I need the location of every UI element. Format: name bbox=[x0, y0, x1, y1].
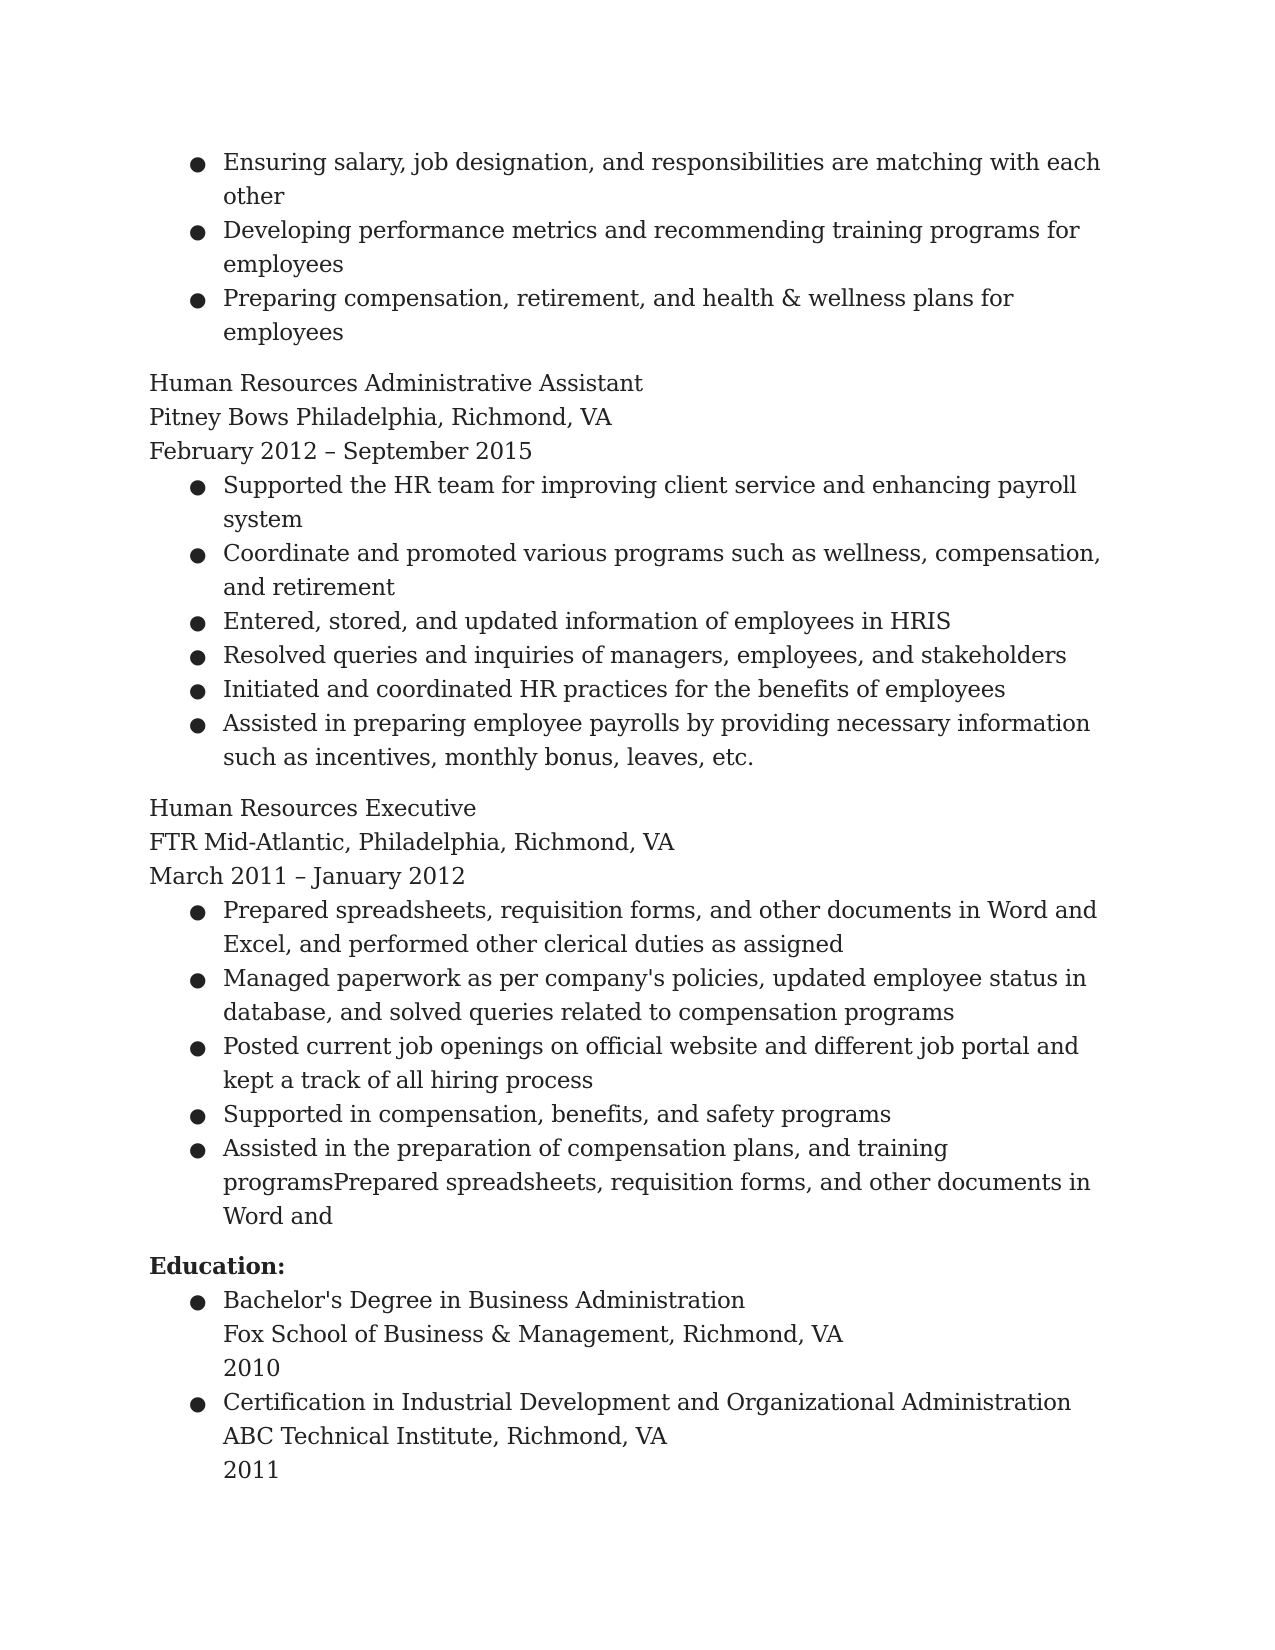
bullet-icon: ● bbox=[189, 1137, 207, 1161]
list-item bbox=[149, 894, 1129, 962]
bullet-icon: ● bbox=[189, 151, 207, 175]
bullet-icon: ● bbox=[189, 967, 207, 991]
job-title: Human Resources Administrative Assistant bbox=[149, 371, 643, 397]
education-degree: Certification in Industrial Development and Organizational Administration bbox=[223, 1390, 1072, 1416]
bullet-text: Entered, stored, and updated information of employees in HRIS bbox=[223, 609, 952, 635]
bullet-text: Resolved queries and inquiries of managers, employees, and stakeholders bbox=[223, 643, 1067, 669]
bullet-text: Supported the HR team for improving client service and enhancing payroll system bbox=[223, 473, 1077, 533]
list-item bbox=[149, 537, 1129, 605]
education-degree: Bachelor's Degree in Business Administration bbox=[223, 1288, 746, 1314]
list-item bbox=[149, 282, 1129, 350]
bullet-icon: ● bbox=[189, 287, 207, 311]
bullet-icon: ● bbox=[189, 219, 207, 243]
bullet-icon: ● bbox=[189, 474, 207, 498]
job-company: Pitney Bows Philadelphia, Richmond, VA bbox=[149, 405, 612, 431]
list-item bbox=[149, 146, 1129, 214]
bullet-text: Assisted in the preparation of compensation plans, and training programsPrepared spreadsheets, requisition forms, and other documents in Word and bbox=[223, 1136, 1091, 1230]
bullet-icon: ● bbox=[189, 542, 207, 566]
bullet-text: Assisted in preparing employee payrolls by providing necessary information such as incentives, monthly bonus, leaves, etc. bbox=[223, 711, 1091, 771]
list-item bbox=[149, 1284, 1129, 1386]
prior-job-bullets bbox=[149, 146, 1129, 350]
job-company: FTR Mid-Atlantic, Philadelphia, Richmond, VA bbox=[149, 830, 675, 856]
bullet-text: Supported in compensation, benefits, and safety programs bbox=[223, 1102, 892, 1128]
list-item bbox=[149, 214, 1129, 282]
bullet-icon: ● bbox=[189, 712, 207, 736]
list-item bbox=[149, 707, 1129, 775]
education-heading: Education: bbox=[149, 1253, 286, 1280]
bullet-icon: ● bbox=[189, 1391, 207, 1415]
job-bullets bbox=[149, 469, 1129, 775]
list-item bbox=[149, 1098, 1129, 1132]
job-dates: February 2012 – September 2015 bbox=[149, 439, 533, 465]
resume-page bbox=[149, 146, 1129, 1488]
list-item bbox=[149, 469, 1129, 537]
job-entry-hr-executive bbox=[149, 792, 1129, 1234]
education-school: ABC Technical Institute, Richmond, VA bbox=[223, 1424, 667, 1450]
bullet-text: Developing performance metrics and recommending training programs for employees bbox=[223, 218, 1080, 278]
list-item bbox=[149, 1386, 1129, 1488]
list-item bbox=[149, 673, 1129, 707]
bullet-icon: ● bbox=[189, 1103, 207, 1127]
bullet-icon: ● bbox=[189, 1035, 207, 1059]
list-item bbox=[149, 1030, 1129, 1098]
list-item bbox=[149, 962, 1129, 1030]
bullet-text: Preparing compensation, retirement, and health & wellness plans for employees bbox=[223, 286, 1014, 346]
education-school: Fox School of Business & Management, Richmond, VA bbox=[223, 1322, 843, 1348]
list-item bbox=[149, 1132, 1129, 1234]
bullet-icon: ● bbox=[189, 899, 207, 923]
education-section bbox=[149, 1250, 1129, 1488]
education-year: 2011 bbox=[223, 1458, 281, 1484]
bullet-icon: ● bbox=[189, 610, 207, 634]
job-bullets bbox=[149, 894, 1129, 1234]
education-list bbox=[149, 1284, 1129, 1488]
job-dates: March 2011 – January 2012 bbox=[149, 864, 466, 890]
job-title: Human Resources Executive bbox=[149, 796, 477, 822]
list-item bbox=[149, 605, 1129, 639]
bullet-text: Prepared spreadsheets, requisition forms, and other documents in Word and Excel, and performed other clerical duties as assigned bbox=[223, 898, 1098, 958]
bullet-icon: ● bbox=[189, 1289, 207, 1313]
bullet-text: Initiated and coordinated HR practices for the benefits of employees bbox=[223, 677, 1006, 703]
bullet-text: Ensuring salary, job designation, and responsibilities are matching with each other bbox=[223, 150, 1101, 210]
list-item bbox=[149, 639, 1129, 673]
bullet-text: Posted current job openings on official website and different job portal and kept a track of all hiring process bbox=[223, 1034, 1079, 1094]
bullet-icon: ● bbox=[189, 644, 207, 668]
bullet-text: Coordinate and promoted various programs such as wellness, compensation, and retirement bbox=[223, 541, 1101, 601]
job-entry-hr-admin-assistant bbox=[149, 367, 1129, 775]
education-year: 2010 bbox=[223, 1356, 281, 1382]
bullet-icon: ● bbox=[189, 678, 207, 702]
bullet-text: Managed paperwork as per company's policies, updated employee status in database, and solved queries related to compensation programs bbox=[223, 966, 1087, 1026]
